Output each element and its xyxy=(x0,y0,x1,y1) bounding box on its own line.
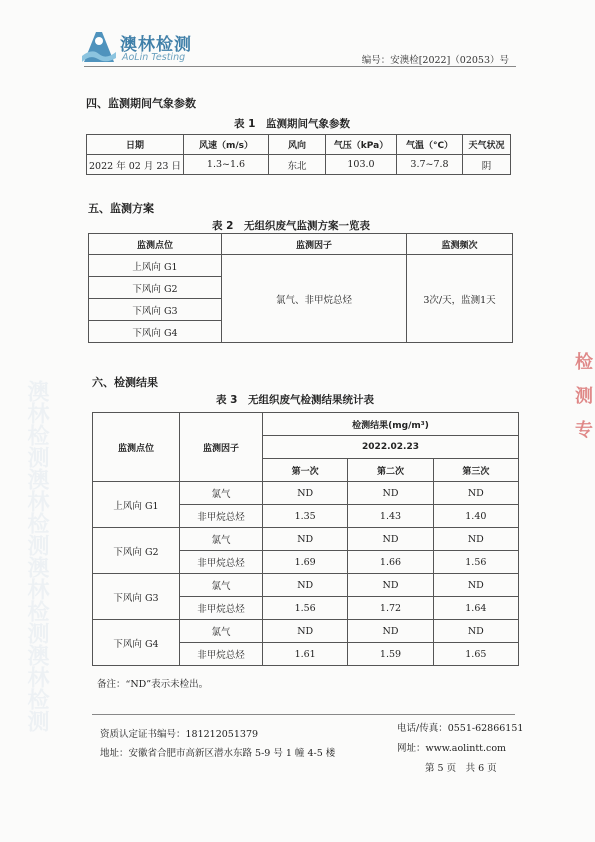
cell-point: 下风向 G2 xyxy=(93,528,180,574)
cell-value: 1.56 xyxy=(433,551,518,574)
header-wind-direction: 风向 xyxy=(269,135,326,155)
cell-value: 1.61 xyxy=(263,643,348,666)
cell-weather: 阴 xyxy=(463,155,511,175)
company-logo xyxy=(80,26,210,70)
cell-point: 下风向 G4 xyxy=(89,321,222,343)
table-note: 备注：“ND”表示未检出。 xyxy=(97,679,209,690)
header-point: 监测点位 xyxy=(93,413,180,482)
cell-value: 1.65 xyxy=(433,643,518,666)
cell-factor: 氯气 xyxy=(180,482,263,505)
website: 网址：www.aolintt.com xyxy=(397,743,507,754)
cell-value: ND xyxy=(263,620,348,643)
cell-value: ND xyxy=(433,620,518,643)
cell-value: 1.40 xyxy=(433,505,518,528)
watermark: 澳林检测澳林检测澳林检测澳林检测 xyxy=(24,380,49,732)
table-row xyxy=(93,574,519,597)
header-run-1: 第一次 xyxy=(263,459,348,482)
header-pressure: 气压（kPa） xyxy=(326,135,397,155)
cell-value: ND xyxy=(263,528,348,551)
header-run-3: 第三次 xyxy=(433,459,518,482)
cell-factor: 非甲烷总烃 xyxy=(180,597,263,620)
header-monitoring-point: 监测点位 xyxy=(89,234,222,255)
cell-point: 上风向 G1 xyxy=(93,482,180,528)
cell-wind-direction: 东北 xyxy=(269,155,326,175)
header-factor: 监测因子 xyxy=(180,413,263,482)
cell-point: 下风向 G4 xyxy=(93,620,180,666)
cell-value: ND xyxy=(433,482,518,505)
cell-temperature: 3.7~7.8 xyxy=(397,155,463,175)
footer-divider xyxy=(92,714,515,715)
cell-factor: 非甲烷总烃 xyxy=(180,505,263,528)
address: 地址：安徽省合肥市高新区潜水东路 5-9 号 1 幢 4-5 楼 xyxy=(100,748,336,759)
weather-parameters-table xyxy=(86,134,511,175)
table-row xyxy=(93,620,519,643)
cell-value: ND xyxy=(348,482,433,505)
report-serial-number: 编号：安澳检[2022]（02053）号 xyxy=(361,55,509,66)
cell-value: 1.43 xyxy=(348,505,433,528)
table-row xyxy=(93,482,519,505)
logo-icon xyxy=(80,26,118,66)
cell-factor: 氯气 xyxy=(180,574,263,597)
monitoring-plan-table xyxy=(88,233,513,343)
cell-frequency: 3次/天，监测1天 xyxy=(407,255,513,343)
cell-value: ND xyxy=(263,574,348,597)
cell-wind-speed: 1.3~1.6 xyxy=(184,155,269,175)
results-table xyxy=(92,412,519,666)
table-header-row xyxy=(87,135,511,155)
header-run-2: 第二次 xyxy=(348,459,433,482)
cell-value: ND xyxy=(348,620,433,643)
cell-pressure: 103.0 xyxy=(326,155,397,175)
header-date: 日期 xyxy=(87,135,184,155)
cell-value: 1.66 xyxy=(348,551,433,574)
section-4-title: 四、监测期间气象参数 xyxy=(86,97,196,110)
cell-value: ND xyxy=(348,574,433,597)
cell-point: 下风向 G2 xyxy=(89,277,222,299)
header-monitoring-factor: 监测因子 xyxy=(222,234,407,255)
cell-value: ND xyxy=(433,574,518,597)
section-5-title: 五、监测方案 xyxy=(88,202,154,215)
phone-fax: 电话/传真：0551-62866151 xyxy=(397,723,524,734)
table-2-caption: 表 2 无组织废气监测方案一览表 xyxy=(212,220,370,232)
cell-value: ND xyxy=(348,528,433,551)
certificate-number: 资质认定证书编号：181212051379 xyxy=(100,729,259,740)
logo-chinese-name: 澳林检测 xyxy=(120,35,192,55)
cell-value: ND xyxy=(433,528,518,551)
cell-value: 1.64 xyxy=(433,597,518,620)
header-date: 2022.02.23 xyxy=(263,436,519,459)
header-wind-speed: 风速（m/s） xyxy=(184,135,269,155)
cell-value: 1.69 xyxy=(263,551,348,574)
table-1-caption: 表 1 监测期间气象参数 xyxy=(234,118,350,130)
cell-value: 1.59 xyxy=(348,643,433,666)
table-header-row xyxy=(89,234,513,255)
header-result: 检测结果(mg/m³) xyxy=(263,413,519,436)
table-row xyxy=(93,528,519,551)
cell-value: 1.35 xyxy=(263,505,348,528)
cell-factor: 氯气 xyxy=(180,620,263,643)
page-number: 第 5 页 共 6 页 xyxy=(425,763,497,774)
cell-point: 下风向 G3 xyxy=(93,574,180,620)
table-header-row xyxy=(93,413,519,436)
header-temperature: 气温（°C） xyxy=(397,135,463,155)
cell-value: 1.56 xyxy=(263,597,348,620)
cell-point: 下风向 G3 xyxy=(89,299,222,321)
cell-date: 2022 年 02 月 23 日 xyxy=(87,155,184,175)
logo-english-name: AoLin Testing xyxy=(122,52,186,63)
cell-factor: 氯气、非甲烷总烃 xyxy=(222,255,407,343)
results-body xyxy=(93,482,519,666)
header-weather: 天气状况 xyxy=(463,135,511,155)
cell-value: 1.72 xyxy=(348,597,433,620)
section-6-title: 六、检测结果 xyxy=(92,376,158,389)
header-monitoring-frequency: 监测频次 xyxy=(407,234,513,255)
red-seal-stamp: 检 测 专 xyxy=(575,352,593,441)
table-row xyxy=(87,155,511,175)
header-divider xyxy=(84,66,516,67)
cell-point: 上风向 G1 xyxy=(89,255,222,277)
cell-factor: 非甲烷总烃 xyxy=(180,643,263,666)
cell-factor: 氯气 xyxy=(180,528,263,551)
cell-factor: 非甲烷总烃 xyxy=(180,551,263,574)
cell-value: ND xyxy=(263,482,348,505)
table-row xyxy=(89,255,513,277)
table-3-caption: 表 3 无组织废气检测结果统计表 xyxy=(216,394,374,406)
